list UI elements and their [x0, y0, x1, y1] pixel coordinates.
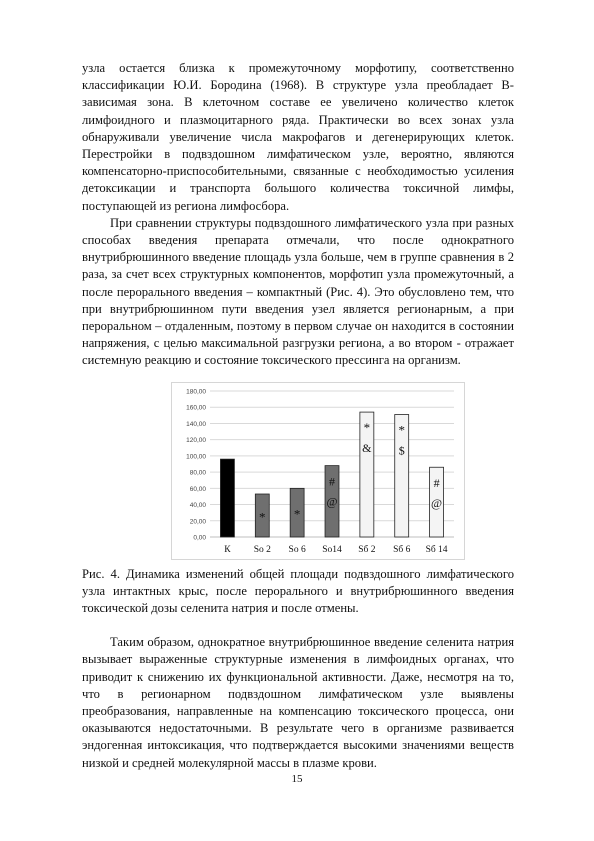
bar-annotation: * [398, 422, 405, 438]
x-tick-label: Sб 2 [358, 544, 376, 555]
y-tick-label: 120,00 [186, 436, 206, 444]
paragraph-1: узла остается близка к промежуточному морфотипу, соответственно классификации Ю.И. Бородина (1968). В структуре узла преобладает В-зависимая зона. В клеточном составе ее увеличено количество клеток лимфоидного и плазмоцитарного ряда. Практически во всех зонах узла обнаруживали увеличение числа макрофагов и дегенерирующих клеток. Перестройки в подвздошном лимфатическом узле, вероятно, являются компенсаторно-приспособительными, связанные с необходимостью усиления детоксикации и транспорта большого количества токсичной лимфы, поступающей из региона лимфосбора. [82, 61, 514, 213]
x-tick-label: So14 [322, 544, 342, 555]
bar-annotation: * [363, 419, 371, 435]
y-tick-label: 60,00 [189, 485, 206, 493]
bar-annotation: @ [326, 494, 338, 509]
y-tick-label: 80,00 [189, 469, 206, 477]
x-tick-label: Sб 14 [425, 544, 448, 555]
bar-annotation: * [259, 509, 266, 525]
paragraph-2: При сравнении структуры подвздошного лимфатического узла при разных способах введения препарата отмечали, что после однократного внутрибрюшинного введение площадь узла больше, чем в группе сравнения в 2 раза, за счет всех структурных компонентов, морфотип узла промежуточный, а после перорального введения – компактный (Рис. 4). Это обусловлено тем, что при внутрибрюшинном пути введения узел является регионарным, а при пероральном – отдаленным, поэтому в первом случае он находится в состоянии напряжения, с целью максимальной разгрузки региона, а во втором - отражает системную реакцию и состояние токсического прессинга на организм. [82, 215, 514, 368]
bar-annotation: @ [431, 495, 443, 510]
y-tick-label: 160,00 [186, 404, 206, 412]
bar-annotation: # [329, 474, 335, 489]
y-tick-label: 20,00 [189, 517, 206, 525]
bar-annotation: # [433, 475, 440, 490]
x-tick-label: So 6 [288, 544, 306, 555]
page-number: 15 [291, 773, 303, 785]
y-tick-label: 0,00 [193, 534, 206, 542]
y-tick-label: 140,00 [186, 420, 206, 428]
paragraph-3: Таким образом, однократное внутрибрюшинное введение селенита натрия вызывает выраженные структурные изменения в лимфоидных органах, что приводит к снижению их функциональной активности. Даже, несмотря на то, что в регионарном подвздошном лимфатическом узле выявлены преобразования, направленные на компенсацию токсического процесса, они оказываются недостаточными. В результате чего в организме развивается эндогенная интоксикация, что подтверждается высокими значениями веществ низкой и средней молекулярной массы в плазме крови. [82, 635, 514, 770]
bar-chart [171, 382, 465, 560]
bar [220, 459, 234, 537]
x-tick-label: К [224, 544, 231, 555]
figure-caption: Рис. 4. Динамика изменений общей площади подвздошного лимфатического узла интактных крыс, после перорального и внутрибрюшинного введения токсической дозы селенита натрия и после отмены. [82, 566, 514, 616]
y-tick-label: 40,00 [189, 501, 206, 509]
y-tick-label: 100,00 [186, 453, 206, 461]
x-tick-label: Sб 6 [393, 544, 411, 555]
bar-annotation: * [293, 506, 301, 522]
bar-annotation: & [362, 440, 372, 455]
page-body [82, 60, 514, 772]
bar-annotation: $ [398, 443, 405, 458]
bar-chart-svg [172, 383, 464, 559]
x-tick-label: So 2 [253, 544, 271, 555]
y-tick-label: 180,00 [186, 388, 206, 396]
